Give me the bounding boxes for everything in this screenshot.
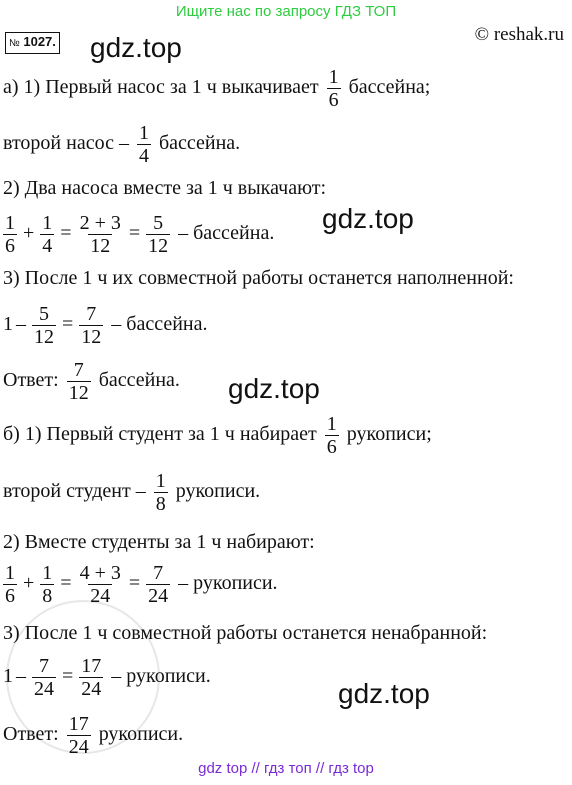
operator: =	[60, 572, 72, 595]
operator: +	[23, 222, 35, 245]
denominator: 12	[68, 382, 89, 404]
numerator: 1	[138, 122, 149, 144]
denominator: 24	[68, 736, 89, 758]
part-b-line-3: 2) Вместе студенты за 1 ч набирают:	[3, 531, 315, 553]
part-b-line-1	[3, 413, 432, 458]
numerator: 17	[68, 713, 89, 735]
text: – бассейна.	[178, 222, 275, 245]
numerator: 5	[39, 303, 49, 325]
text: – рукописи.	[178, 572, 278, 595]
footer-watermark[interactable]: gdz top // гдз топ // гдз top	[198, 760, 374, 777]
operator: =	[128, 572, 141, 595]
numerator: 1	[5, 212, 15, 234]
part-b-line-4	[0, 562, 278, 607]
part-a-line-5: 3) После 1 ч их совместной работы останется наполненной:	[3, 267, 514, 289]
numerator: 7	[73, 359, 84, 381]
denominator: 12	[148, 235, 169, 257]
denominator: 24	[148, 585, 169, 607]
fraction	[32, 303, 56, 348]
answer-label: Ответ:	[3, 723, 59, 746]
denominator: 12	[34, 326, 54, 348]
numerator: 1	[5, 562, 15, 584]
denominator: 6	[5, 235, 15, 257]
task-number-box	[5, 32, 60, 54]
fraction	[146, 212, 170, 257]
operator: =	[62, 313, 74, 336]
fraction	[325, 413, 339, 458]
answer-label: Ответ:	[3, 369, 59, 392]
denominator: 6	[328, 89, 339, 111]
number-sign: №	[9, 38, 20, 49]
fraction	[78, 562, 123, 607]
operator: =	[62, 665, 74, 688]
numerator: 7	[153, 562, 164, 584]
text: бассейна.	[158, 132, 241, 155]
watermark-logo: gdz.top	[228, 373, 320, 404]
part-a-line-4	[0, 212, 274, 257]
fraction	[154, 470, 168, 515]
part-b-answer	[3, 713, 183, 758]
denominator: 24	[34, 678, 54, 700]
denominator: 8	[155, 493, 166, 515]
fraction	[3, 212, 17, 257]
numerator: 1	[42, 212, 53, 234]
operator: +	[23, 572, 35, 595]
fraction	[137, 122, 151, 167]
text: а) 1) Первый насос за 1 ч выкачивает	[3, 76, 319, 99]
fraction	[32, 655, 56, 700]
text: рукописи.	[98, 723, 184, 746]
text: второй насос –	[3, 132, 129, 155]
numerator: 1	[328, 66, 339, 88]
fraction	[40, 562, 54, 607]
text: бассейна.	[98, 369, 180, 392]
watermark-logo: gdz.top	[338, 678, 430, 709]
text: б) 1) Первый студент за 1 ч набирает	[3, 423, 317, 446]
denominator: 12	[90, 235, 111, 257]
text: бассейна;	[348, 76, 431, 99]
task-number: 1027.	[23, 34, 56, 49]
fraction	[40, 212, 54, 257]
fraction	[67, 713, 91, 758]
part-b-line-2	[3, 470, 260, 515]
numerator: 7	[86, 303, 97, 325]
fraction	[79, 655, 103, 700]
denominator: 4	[138, 145, 149, 167]
operator: =	[60, 222, 72, 245]
numerator: 1	[155, 470, 166, 492]
denominator: 6	[326, 436, 337, 458]
copyright-text: © reshak.ru	[474, 24, 564, 45]
denominator: 12	[81, 326, 102, 348]
watermark-logo: gdz.top	[322, 203, 414, 234]
part-a-line-3: 2) Два насоса вместе за 1 ч выкачают:	[3, 177, 327, 199]
numerator: 1	[42, 562, 53, 584]
denominator: 6	[5, 585, 15, 607]
fraction	[67, 359, 91, 404]
part-a-line-2	[3, 122, 240, 167]
text: – бассейна.	[111, 313, 208, 336]
operator: =	[128, 222, 141, 245]
numerator: 5	[153, 212, 164, 234]
denominator: 24	[90, 585, 111, 607]
part-b-line-5: 3) После 1 ч совместной работы останется ненабранной:	[3, 622, 488, 644]
text: рукописи;	[346, 423, 432, 446]
part-a-line-1	[3, 66, 430, 111]
text: – рукописи.	[111, 665, 211, 688]
numerator: 1	[326, 413, 337, 435]
part-a-line-6	[3, 303, 208, 348]
fraction	[78, 212, 123, 257]
text: второй студент –	[3, 480, 146, 503]
text: рукописи.	[175, 480, 261, 503]
fraction	[79, 303, 103, 348]
numerator: 4 + 3	[79, 562, 121, 584]
fraction	[146, 562, 170, 607]
fraction	[3, 562, 17, 607]
part-b-line-6	[3, 655, 211, 700]
number: 1	[3, 665, 13, 688]
denominator: 8	[42, 585, 53, 607]
numerator: 2 + 3	[79, 212, 121, 234]
operator: –	[16, 665, 26, 688]
denominator: 24	[81, 678, 102, 700]
part-a-answer	[3, 359, 180, 404]
denominator: 4	[42, 235, 53, 257]
fraction	[327, 66, 341, 111]
number: 1	[3, 313, 13, 336]
search-banner[interactable]: Ищите нас по запросу ГДЗ ТОП	[175, 3, 397, 20]
watermark-logo: gdz.top	[90, 32, 182, 63]
numerator: 17	[81, 655, 102, 677]
numerator: 7	[39, 655, 49, 677]
operator: –	[16, 313, 26, 336]
